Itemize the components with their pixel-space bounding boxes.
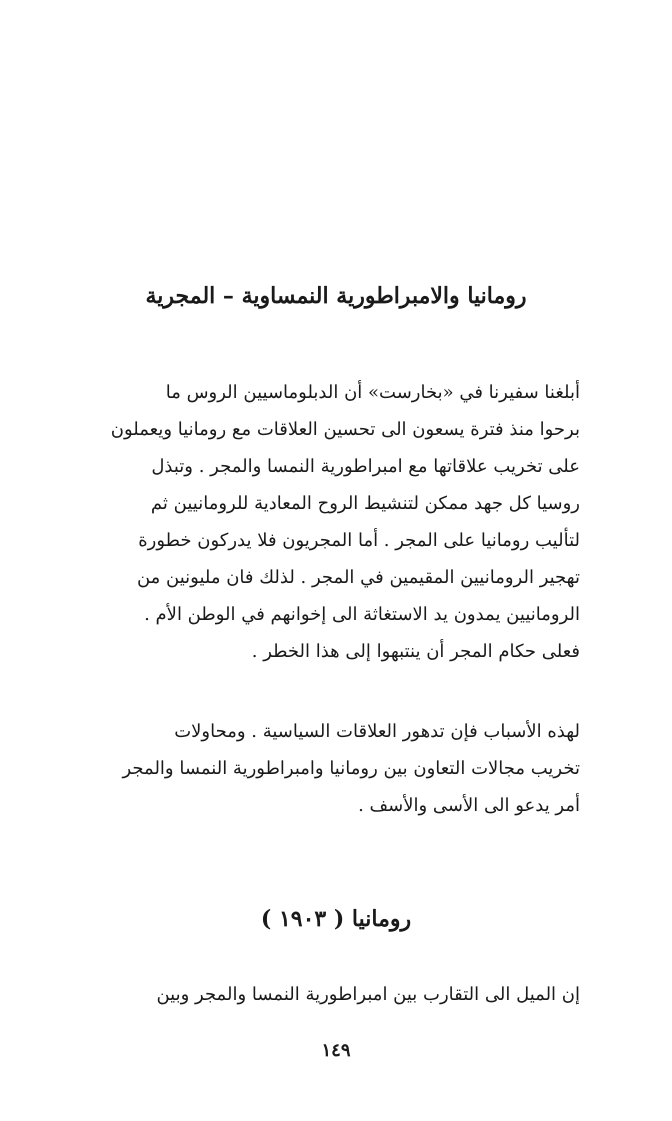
text-line: برحوا منذ فترة يسعون الى تحسين العلاقات مع رومانيا ويعملون	[110, 419, 580, 440]
paragraph	[92, 976, 580, 1013]
paragraph	[92, 713, 580, 824]
text-line: إن الميل الى التقارب بين امبراطورية النمسا والمجر وبين	[156, 984, 580, 1005]
text-line: أمر يدعو الى الأسى والأسف .	[358, 795, 580, 816]
text-line: لتأليب رومانيا على المجر . أما المجريون فلا يدركون خطورة	[138, 530, 580, 551]
text-line: الرومانيين يمدون يد الاستغاثة الى إخوانهم في الوطن الأم .	[144, 604, 580, 625]
text-line: تخريب مجالات التعاون بين رومانيا وامبراطورية النمسا والمجر	[122, 758, 580, 779]
text-line: روسيا كل جهد ممكن لتنشيط الروح المعادية للرومانيين ثم	[150, 493, 580, 514]
paragraph	[92, 374, 580, 670]
text-line: أبلغنا سفيرنا في «بخارست» أن الدبلوماسيين الروس ما	[165, 382, 580, 403]
section-title: رومانيا والامبراطورية النمساوية – المجرية	[145, 283, 527, 309]
text-line: على تخريب علاقاتها مع امبراطورية النمسا والمجر . وتبذل	[151, 456, 580, 477]
section-title: رومانيا ( ١٩٠٣ )	[260, 906, 412, 932]
page-number: ١٤٩	[321, 1040, 351, 1061]
text-line: تهجير الرومانيين المقيمين في المجر . لذلك فان مليونين من	[136, 567, 580, 588]
text-line: لهذه الأسباب فإن تدهور العلاقات السياسية . ومحاولات	[174, 721, 580, 742]
text-line: فعلى حكام المجر أن ينتبهوا إلى هذا الخطر .	[251, 641, 580, 662]
